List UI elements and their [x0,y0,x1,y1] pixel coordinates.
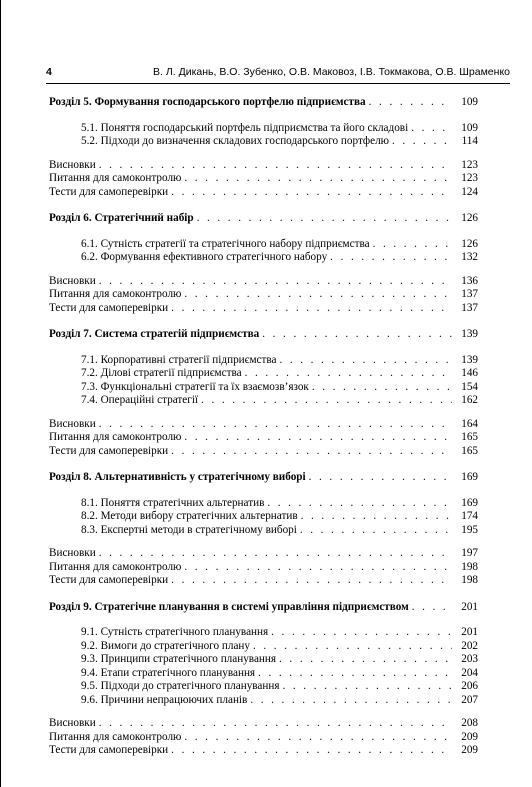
dot-leader [392,135,452,149]
subsection-entry [49,640,478,654]
subsection-entry-label: 6.1. Сутність стратегії та стратегічного набору підприємства [81,237,370,250]
back-matter-entry-label: Тести для самоперевірки [49,301,169,314]
subsection-entry-label: 9.2. Вимоги до стратегічного плану [81,639,250,652]
subsection-entry-page: 202 [461,639,478,652]
back-matter-entry-page: 197 [461,547,478,559]
dot-leader [184,731,452,745]
subsection-entry [49,354,478,368]
back-matter-entry-page: 137 [461,301,478,314]
back-matter-entry-page: 137 [461,288,478,300]
dot-leader [99,418,452,432]
dot-leader [412,601,452,615]
dot-leader [301,510,452,524]
back-matter-entry-page: 198 [461,560,478,573]
chapter-heading [49,601,478,615]
spacer [49,315,478,328]
running-header [46,66,510,82]
back-matter-entry-page: 209 [461,744,478,756]
back-matter-entry-page: 208 [461,717,478,729]
chapter-heading [49,471,478,485]
back-matter-entry [49,172,478,186]
back-matter-entry [49,744,478,758]
spacer [49,408,478,418]
back-matter-entry-label: Тести для самоперевірки [49,744,169,756]
subsection-entry-page: 201 [461,626,478,638]
dot-leader [184,288,452,302]
dot-leader [411,122,452,136]
spacer [49,485,478,497]
dot-leader [197,212,452,226]
dot-leader [309,471,452,485]
dot-leader [184,561,452,575]
subsection-entry [49,251,478,265]
chapter-title: Розділ 8. Альтернативність у стратегічному виборі [49,471,306,483]
dot-leader [184,431,452,445]
subsection-entry [49,135,478,149]
subsection-entry-label: 5.2. Підходи до визначення складових господарського портфелю [81,135,390,147]
back-matter-entry-page: 123 [461,158,478,171]
dot-leader [99,275,452,289]
chapter-page: 201 [461,600,478,613]
back-matter-entry-label: Питання для самоконтролю [49,172,182,184]
subsection-entry-label: 5.1. Поняття господарський портфель підприємства та його складові [81,121,409,134]
chapter-heading [49,212,478,226]
dot-leader [369,96,452,110]
dot-leader [279,354,452,368]
back-matter-entry [49,574,478,588]
subsection-entry-page: 174 [461,510,478,522]
dot-leader [312,381,452,395]
back-matter-entry-label: Питання для самоконтролю [49,288,182,300]
spacer [49,537,478,547]
dot-leader [171,186,452,200]
subsection-entry-label: 9.1. Сутність стратегічного планування [81,626,269,638]
spacer [49,110,478,122]
subsection-entry-page: 195 [461,523,478,536]
back-matter-entry-page: 136 [461,274,478,287]
subsection-entry [49,238,478,252]
subsection-entry-page: 207 [461,693,478,706]
subsection-entry-page: 109 [461,121,478,134]
back-matter-entry-label: Висновки [49,547,96,559]
dot-leader [373,238,452,252]
back-matter-entry [49,717,478,731]
back-matter-entry [49,731,478,745]
subsection-entry [49,694,478,708]
back-matter-entry-page: 165 [461,431,478,443]
subsection-entry [49,367,478,381]
dot-leader [262,328,452,342]
back-matter-entry-label: Висновки [49,158,96,171]
spacer [49,614,478,626]
subsection-entry-page: 126 [461,237,478,250]
back-matter-entry-label: Висновки [49,717,96,729]
chapter-heading [49,328,478,342]
subsection-entry [49,381,478,395]
spacer [49,342,478,354]
dot-leader [245,367,452,381]
spacer [49,226,478,238]
back-matter-entry [49,547,478,561]
chapter-heading [49,96,478,110]
back-matter-entry-label: Тести для самоперевірки [49,444,169,457]
subsection-entry-page: 206 [461,680,478,692]
back-matter-entry-page: 209 [461,730,478,743]
subsection-entry-page: 162 [461,394,478,406]
subsection-entry-label: 9.4. Етапи стратегічного планування [81,666,256,679]
subsection-entry-page: 132 [461,251,478,263]
back-matter-entry-page: 165 [461,444,478,457]
subsection-entry-label: 7.4. Операційні стратегії [81,394,199,406]
dot-leader [99,159,452,173]
dot-leader [271,626,452,640]
chapter-page: 126 [461,212,478,224]
dot-leader [283,680,452,694]
dot-leader [171,445,452,459]
subsection-entry [49,394,478,408]
spacer [49,707,478,717]
spacer [49,588,478,601]
spacer [49,265,478,275]
back-matter-entry-label: Питання для самоконтролю [49,560,182,573]
dot-leader [267,497,452,511]
back-matter-entry [49,288,478,302]
subsection-entry [49,680,478,694]
back-matter-entry-page: 124 [461,185,478,198]
subsection-entry-label: 6.2. Формування ефективного стратегічного набору [81,251,328,263]
dot-leader [330,251,452,265]
spacer [49,149,478,159]
dot-leader [171,744,452,758]
chapter-title: Розділ 7. Система стратегій підприємства [49,328,260,340]
dot-leader [250,694,452,708]
subsection-entry-page: 139 [461,353,478,366]
back-matter-entry [49,561,478,575]
subsection-entry-page: 146 [461,367,478,379]
back-matter-entry [49,302,478,316]
subsection-entry [49,122,478,136]
back-matter-entry-label: Висновки [49,417,96,430]
back-matter-entry [49,445,478,459]
subsection-entry-page: 114 [461,135,478,147]
back-matter-entry-label: Висновки [49,274,96,287]
subsection-entry-page: 203 [461,653,478,665]
back-matter-entry [49,431,478,445]
chapter-title: Розділ 5. Формування господарського портфелю підприємства [49,96,366,108]
chapter-page: 169 [461,471,478,483]
dot-leader [184,172,452,186]
dot-leader [300,524,452,538]
chapter-page: 139 [461,328,478,340]
dot-leader [258,667,452,681]
subsection-entry [49,497,478,511]
subsection-entry-label: 7.3. Функціональні стратегії та їх взаємозв’язок [81,380,309,393]
subsection-entry-label: 8.1. Поняття стратегічних альтернатив [81,496,265,509]
subsection-entry [49,653,478,667]
dot-leader [171,574,452,588]
chapter-title: Розділ 9. Стратегічне планування в системі управління підприємством [49,600,409,613]
authors-line: В. Л. Дикань, В.О. Зубенко, О.В. Маковоз, І.В. Токмакова, О.В. Шраменко [153,66,510,78]
subsection-entry-label: 9.6. Причини непрацюючих планів [81,693,248,706]
subsection-entry-page: 154 [461,380,478,393]
dot-leader [99,717,452,731]
page-number: 4 [46,66,52,78]
dot-leader [253,640,452,654]
subsection-entry [49,524,478,538]
subsection-entry-label: 8.3. Експертні методи в стратегічному виборі [81,523,297,536]
dot-leader [201,394,452,408]
subsection-entry [49,626,478,640]
dot-leader [171,302,452,316]
back-matter-entry-label: Тести для самоперевірки [49,185,169,198]
subsection-entry-label: 7.2. Ділові стратегії підприємства [81,367,242,379]
back-matter-entry-label: Питання для самоконтролю [49,730,182,743]
subsection-entry [49,667,478,681]
subsection-entry-page: 204 [461,666,478,679]
subsection-entry-label: 7.1. Корпоративні стратегії підприємства [81,353,277,366]
subsection-entry-label: 9.3. Принципи стратегічного планування [81,653,277,665]
chapter-title: Розділ 6. Стратегічний набір [49,212,194,224]
dot-leader [99,547,452,561]
subsection-entry-label: 8.2. Методи вибору стратегічних альтернатив [81,510,298,522]
subsection-entry-page: 169 [461,496,478,509]
spacer [49,199,478,212]
back-matter-entry-page: 123 [461,172,478,184]
table-of-contents [49,96,478,758]
header-rule [46,83,510,84]
back-matter-entry [49,159,478,173]
back-matter-entry-label: Питання для самоконтролю [49,431,182,443]
back-matter-entry [49,275,478,289]
back-matter-entry [49,186,478,200]
subsection-entry-label: 9.5. Підходи до стратегічного планування [81,680,280,692]
back-matter-entry [49,418,478,432]
back-matter-entry-label: Тести для самоперевірки [49,574,169,586]
dot-leader [279,653,452,667]
spacer [49,458,478,471]
back-matter-entry-page: 164 [461,417,478,430]
chapter-page: 109 [461,96,478,108]
subsection-entry [49,510,478,524]
back-matter-entry-page: 198 [461,574,478,586]
